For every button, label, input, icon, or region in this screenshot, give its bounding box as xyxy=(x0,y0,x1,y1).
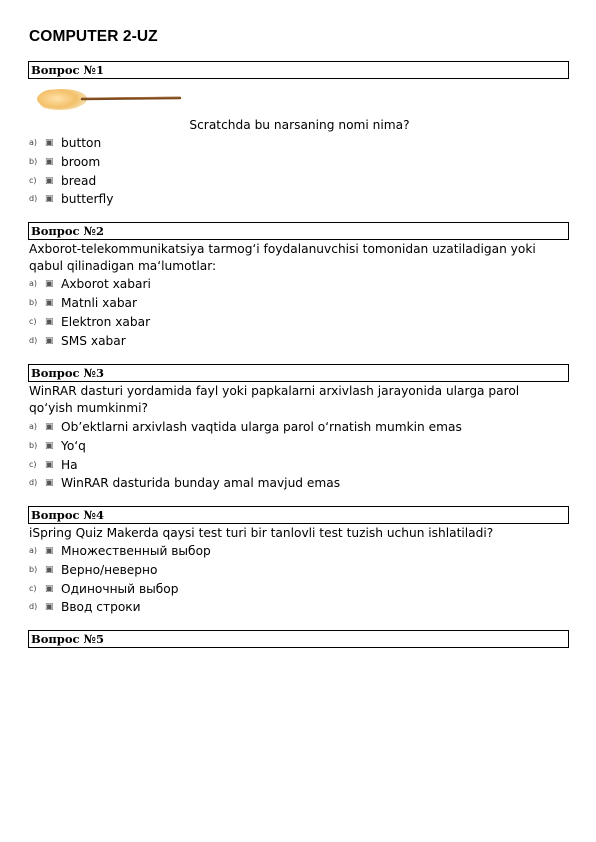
question-2-option-d[interactable] xyxy=(29,332,126,349)
option-letter: a) xyxy=(29,138,38,147)
question-2-option-c[interactable] xyxy=(29,313,150,330)
question-2-text: Axborot-telekommunikatsiya tarmog‘i foydalanuvchisi tomonidan uzatiladigan yoki qabul qilinadigan ma‘lumotlar: xyxy=(29,242,536,273)
question-4-option-d[interactable] xyxy=(29,598,141,615)
option-label: broom xyxy=(61,154,101,169)
checkbox-icon[interactable]: ▣ xyxy=(45,545,54,556)
option-letter: d) xyxy=(29,602,38,611)
question-5-header: Вопрос №5 xyxy=(28,630,569,648)
option-label: WinRAR dasturida bunday amal mavjud emas xyxy=(61,475,341,490)
question-1-option-c[interactable] xyxy=(29,172,96,189)
option-label: Одиночный выбор xyxy=(61,581,179,596)
option-label: Matnli xabar xyxy=(61,295,138,310)
page-title: COMPUTER 2-UZ xyxy=(29,28,158,45)
option-label: bread xyxy=(61,173,97,188)
option-label: SMS xabar xyxy=(61,333,126,348)
checkbox-icon[interactable]: ▣ xyxy=(45,335,54,346)
checkbox-icon[interactable]: ▣ xyxy=(45,156,54,167)
question-1-header: Вопрос №1 xyxy=(28,61,569,79)
question-2-header: Вопрос №2 xyxy=(28,222,569,240)
option-letter: b) xyxy=(29,298,38,307)
question-1-option-d[interactable] xyxy=(29,190,113,207)
option-letter: a) xyxy=(29,279,38,288)
checkbox-icon[interactable]: ▣ xyxy=(45,564,54,575)
option-letter: a) xyxy=(29,422,38,431)
checkbox-icon[interactable]: ▣ xyxy=(45,601,54,612)
checkbox-icon[interactable]: ▣ xyxy=(45,278,54,289)
option-label: Множественный выбор xyxy=(61,543,211,558)
question-2-option-a[interactable] xyxy=(29,275,151,292)
option-letter: c) xyxy=(29,176,37,185)
question-3-option-d[interactable] xyxy=(29,474,340,491)
checkbox-icon[interactable]: ▣ xyxy=(45,193,54,204)
option-letter: c) xyxy=(29,584,37,593)
checkbox-icon[interactable]: ▣ xyxy=(45,421,54,432)
option-label: Ob’ektlarni arxivlash vaqtida ularga parol o‘rnatish mumkin emas xyxy=(61,419,462,434)
checkbox-icon[interactable]: ▣ xyxy=(45,440,54,451)
option-label: Ввод строки xyxy=(61,599,141,614)
option-letter: d) xyxy=(29,478,38,487)
option-label: Yo‘q xyxy=(61,438,86,453)
broom-image xyxy=(36,86,186,116)
question-3-option-a[interactable] xyxy=(29,418,462,435)
option-label: button xyxy=(61,135,102,150)
question-4-option-a[interactable] xyxy=(29,542,211,559)
question-4-header: Вопрос №4 xyxy=(28,506,569,524)
option-letter: b) xyxy=(29,441,38,450)
option-letter: c) xyxy=(29,317,37,326)
option-letter: b) xyxy=(29,565,38,574)
option-label: Elektron xabar xyxy=(61,314,151,329)
option-letter: c) xyxy=(29,460,37,469)
checkbox-icon[interactable]: ▣ xyxy=(45,583,54,594)
option-letter: d) xyxy=(29,336,38,345)
question-4-text: iSpring Quiz Makerda qaysi test turi bir tanlovli test tuzish uchun ishlatiladi? xyxy=(29,526,494,540)
checkbox-icon[interactable]: ▣ xyxy=(45,316,54,327)
checkbox-icon[interactable]: ▣ xyxy=(45,137,54,148)
option-label: Ha xyxy=(61,457,78,472)
checkbox-icon[interactable]: ▣ xyxy=(45,297,54,308)
question-4-option-c[interactable] xyxy=(29,580,178,597)
checkbox-icon[interactable]: ▣ xyxy=(45,175,54,186)
option-letter: a) xyxy=(29,546,38,555)
question-3-text: WinRAR dasturi yordamida fayl yoki papkalarni arxivlash jarayonida ularga parol qo‘yish mumkinmi? xyxy=(29,384,520,415)
question-3-option-b[interactable] xyxy=(29,437,86,454)
question-1-option-a[interactable] xyxy=(29,134,101,151)
checkbox-icon[interactable]: ▣ xyxy=(45,459,54,470)
question-1-option-b[interactable] xyxy=(29,153,100,170)
option-label: Верно/неверно xyxy=(61,562,158,577)
option-label: butterfly xyxy=(61,191,114,206)
question-3-option-c[interactable] xyxy=(29,456,78,473)
question-4-option-b[interactable] xyxy=(29,561,157,578)
question-1-text: Scratchda bu narsaning nomi nima? xyxy=(189,118,410,132)
question-3-header: Вопрос №3 xyxy=(28,364,569,382)
option-letter: b) xyxy=(29,157,38,166)
option-letter: d) xyxy=(29,194,38,203)
question-2-option-b[interactable] xyxy=(29,294,137,311)
option-label: Axborot xabari xyxy=(61,276,151,291)
checkbox-icon[interactable]: ▣ xyxy=(45,477,54,488)
